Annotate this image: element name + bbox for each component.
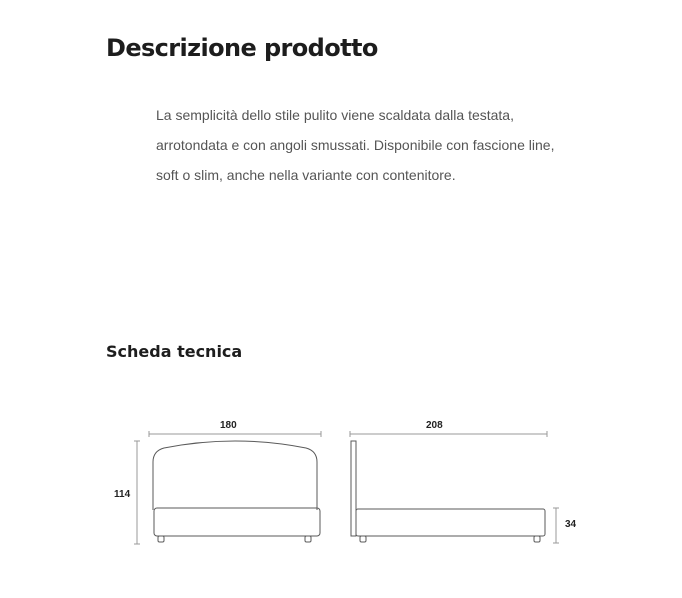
- front-foot-left: [158, 536, 164, 542]
- side-foot-right: [534, 536, 540, 542]
- front-width-dimension-line: [149, 431, 321, 437]
- side-length-dimension-line: [350, 431, 547, 437]
- side-headboard-outline: [351, 441, 356, 536]
- side-foot-left: [360, 536, 366, 542]
- side-length-label: 208: [426, 420, 443, 431]
- front-height-label: 114: [114, 489, 131, 500]
- front-headboard-outline: [153, 441, 317, 510]
- product-description-heading: Descrizione prodotto: [106, 34, 378, 62]
- side-bed-frame: [356, 509, 545, 536]
- technical-sheet-heading: Scheda tecnica: [106, 342, 243, 361]
- front-bed-frame: [154, 508, 320, 536]
- side-height-dimension-line: [553, 508, 559, 543]
- front-width-label: 180: [220, 420, 237, 431]
- front-foot-right: [305, 536, 311, 542]
- side-height-label: 34: [565, 519, 577, 530]
- front-height-dimension-line: [134, 441, 140, 544]
- product-description-text: La semplicità dello stile pulito viene scaldata dalla testata, arrotondata e con angoli smussati. Disponibile con fascione line, soft o slim, anche nella variante con contenitore.: [156, 107, 555, 183]
